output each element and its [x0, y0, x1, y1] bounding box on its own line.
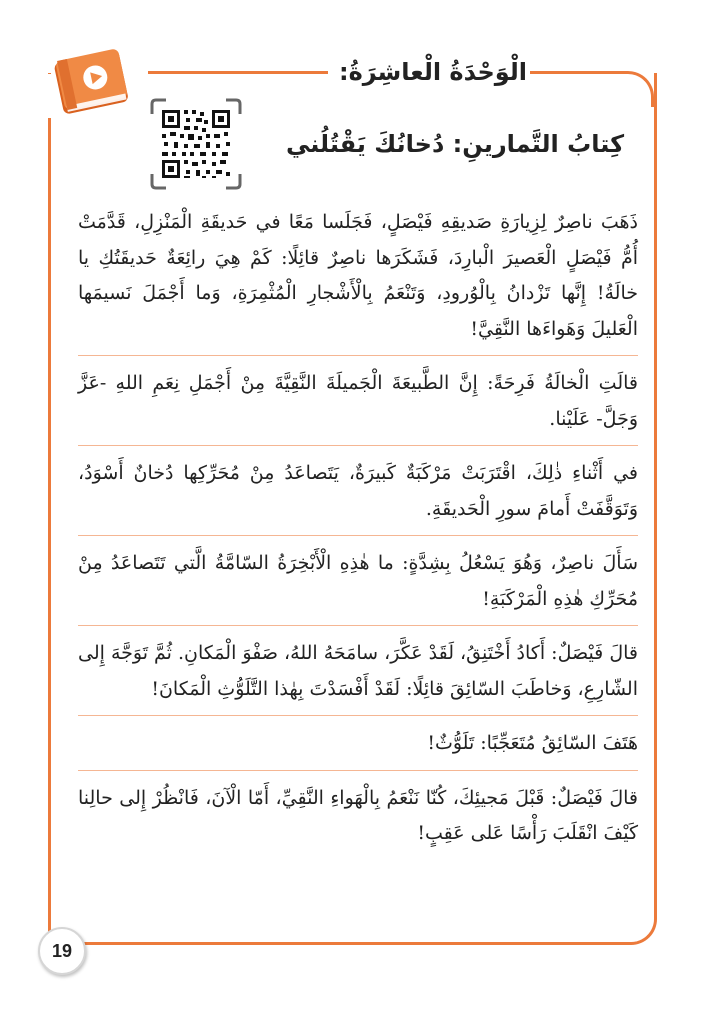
paragraph-5: قالَ فَيْصَلٌ: أَكادُ أَخْتَنِقُ، لَقَدْ عَكَّرَ، سامَحَهُ اللهُ، صَفْوَ الْمَكانِ. ثُمَّ تَوَجَّهَ إِلى الشّارِعِ، وَخاطَبَ السّائِقَ قائِلًا: لَقَدْ أَفْسَدْتَ بِهٰذا التَّلَوُّثِ الْمَكانَ!	[78, 642, 638, 700]
paragraph-4: سَأَلَ ناصِرٌ، وَهُوَ يَسْعُلُ بِشِدَّةٍ: ما هٰذِهِ الْأَبْخِرَةُ السّامَّةُ الَّتي تَتَصاعَدُ مِنْ مُحَرِّكِ هٰذِهِ الْمَرْكَبَةِ!	[78, 552, 638, 610]
page-number: 19	[38, 927, 86, 975]
divider	[78, 355, 638, 356]
qr-code-icon[interactable]	[150, 98, 242, 190]
frame-left-border	[48, 118, 51, 934]
divider	[78, 770, 638, 771]
divider	[78, 535, 638, 536]
paragraph-7: قالَ فَيْصَلٌ: قَبْلَ مَجيئِكَ، كُنّا نَنْعَمُ بِالْهَواءِ النَّقِيِّ، أَمّا الْآنَ، فَانْظُرْ إِلى حالِنا كَيْفَ انْقَلَبَ رَأْسًا عَلى عَقِبٍ!	[78, 786, 638, 844]
story-body	[78, 205, 638, 852]
divider	[78, 625, 638, 626]
divider	[78, 445, 638, 446]
paragraph-1: ذَهَبَ ناصِرٌ لِزِيارَةِ صَديقِهِ فَيْصَلٍ، فَجَلَسا مَعًا في حَديقَةِ الْمَنْزِلِ، قَدَّمَتْ أُمُّ فَيْصَلٍ الْعَصيرَ الْبارِدَ، فَشَكَرَها ناصِرٌ قائِلًا: كَمْ هِيَ رائِعَةٌ حَديقَتُكِ يا خالَةُ! إِنَّها تَزْدانُ بِالْوُرودِ، وَتَنْعَمُ بِالْأَشْجارِ الْمُثْمِرَةِ، وَما أَجْمَلَ نَسيمَها الْعَليلَ وَهَواءَها النَّقِيَّ!	[78, 211, 638, 340]
divider	[78, 715, 638, 716]
frame-top-border-left	[148, 71, 328, 74]
paragraph-3: في أَثْناءِ ذٰلِكَ، اقْتَرَبَتْ مَرْكَبَةٌ كَبيرَةٌ، يَتَصاعَدُ مِنْ مُحَرِّكِها دُخانٌ أَسْوَدُ، وَتَوَقَّفَتْ أَمامَ سورِ الْحَديقَةِ.	[78, 462, 638, 520]
paragraph-2: قالَتِ الْخالَةُ فَرِحَةً: إِنَّ الطَّبيعَةَ الْجَميلَةَ النَّقِيَّةَ مِنْ أَجْمَلِ نِعَمِ اللهِ -عَزَّ وَجَلَّ- عَلَيْنا.	[78, 372, 638, 430]
frame-top-border-right	[530, 71, 620, 74]
exercise-title: كِتابُ التَّمارينِ: دُخانُكَ يَقْتُلُني	[285, 130, 625, 158]
unit-title: الْوَحْدَةُ الْعاشِرَةُ:	[338, 58, 528, 86]
paragraph-6: هَتَفَ السّائِقُ مُتَعَجِّبًا: تَلَوُّثٌ!	[427, 732, 638, 754]
book-play-icon[interactable]	[48, 42, 138, 120]
